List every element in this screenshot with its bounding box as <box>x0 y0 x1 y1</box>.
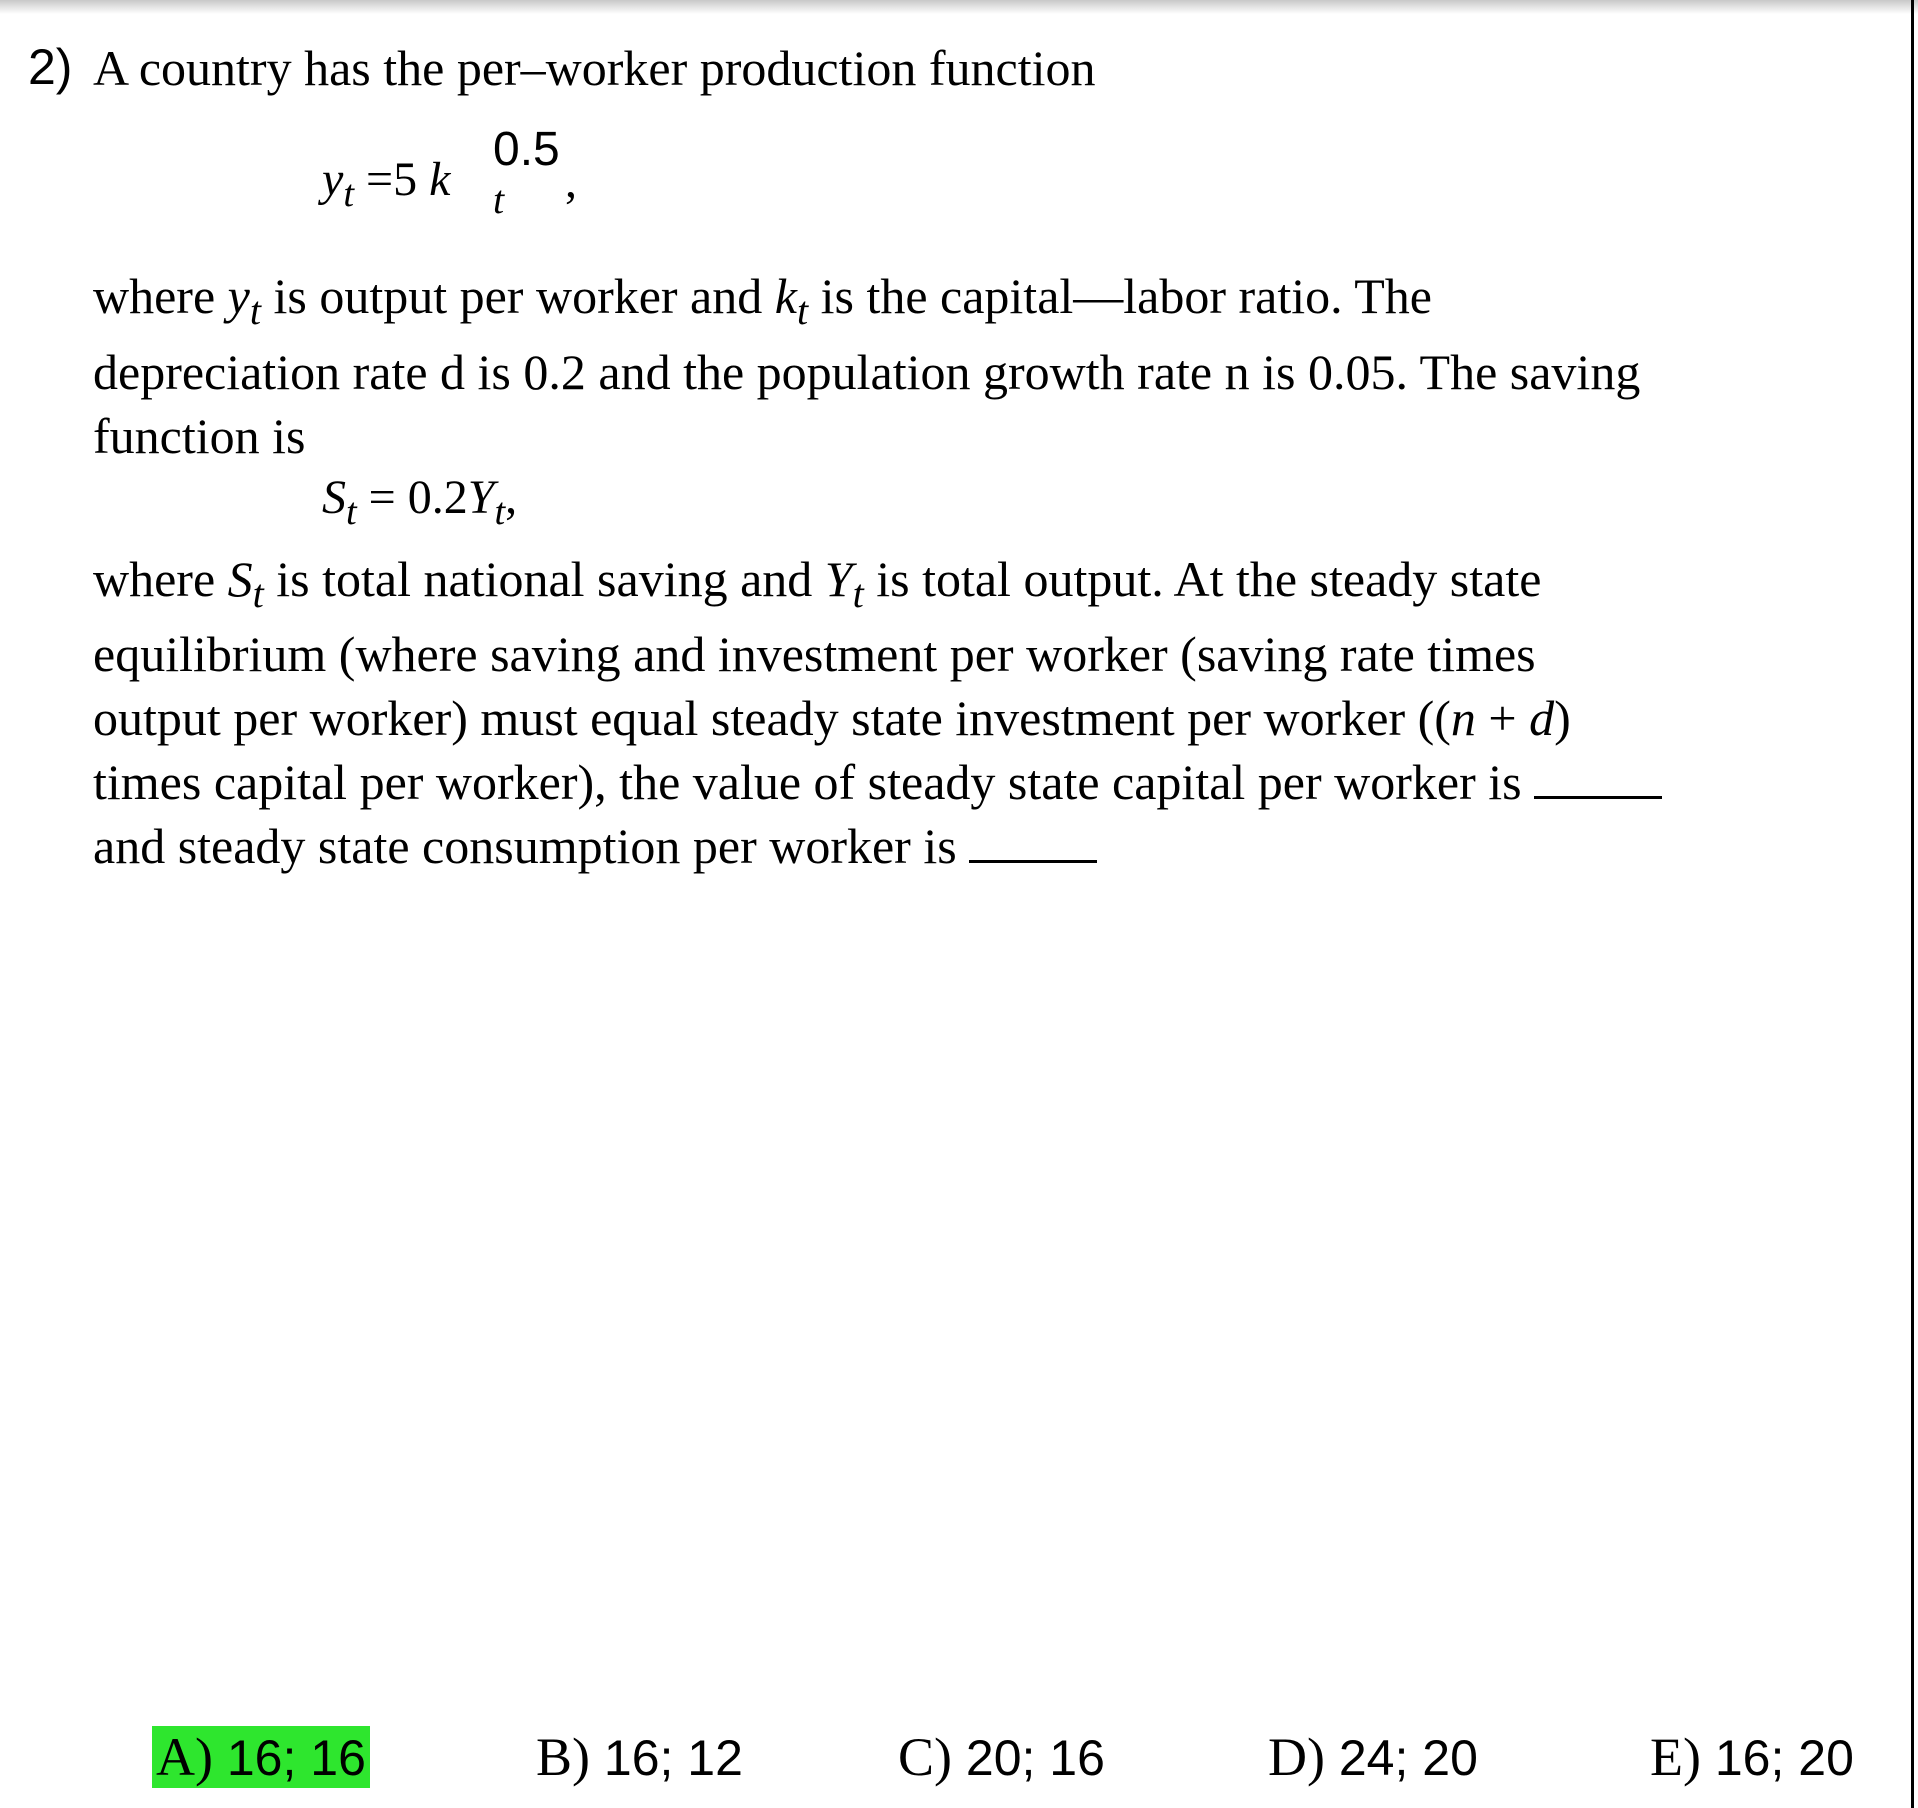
top-shadow <box>0 0 1918 14</box>
option-e[interactable] <box>1650 1726 1854 1788</box>
para2-line1 <box>93 547 1541 615</box>
para1-y-sub: t <box>249 288 261 334</box>
question-intro: A country has the per–worker production function <box>93 40 1096 96</box>
para1-line2: depreciation rate d is 0.2 and the population growth rate n is 0.05. The saving <box>93 344 1641 400</box>
eq1-y-sub: t <box>343 172 354 215</box>
para1-line1 <box>93 264 1432 332</box>
para2-Y-sub: t <box>852 571 864 617</box>
eq1-coef: 5 <box>393 153 418 206</box>
para2-line3-n: n <box>1450 690 1476 746</box>
para2-line4-text: times capital per worker), the value of steady state capital per worker is <box>93 754 1535 810</box>
option-d-label: D) <box>1268 1727 1325 1787</box>
option-b-label: B) <box>536 1727 590 1787</box>
saving-function-equation <box>322 470 518 533</box>
eq2-S: S <box>322 471 346 524</box>
right-border <box>1911 0 1914 1808</box>
eq1-comma: , <box>565 155 577 208</box>
para2-text-c: is total output. At the steady state <box>863 551 1542 607</box>
eq1-equals: = <box>365 153 394 206</box>
para1-text-c: is the capital—labor ratio. The <box>808 268 1432 324</box>
question-number: 2) <box>28 39 73 95</box>
para2-line3-text-b: ) <box>1554 690 1571 746</box>
para1-line3: function is <box>93 408 306 464</box>
para1-text-b: is output per worker and <box>260 268 775 324</box>
para2-line4 <box>93 750 1662 814</box>
production-function-equation <box>322 152 450 222</box>
option-e-label: E) <box>1650 1727 1701 1787</box>
option-d-text: 24; 20 <box>1324 1730 1478 1786</box>
eq2-Y: Y <box>467 471 495 524</box>
para1-y: y <box>227 268 250 324</box>
para2-line3-text-a: output per worker) must equal steady state investment per worker (( <box>93 690 1451 746</box>
para1-k-sub: t <box>796 288 809 334</box>
option-b[interactable] <box>536 1726 743 1788</box>
para2-line3-plus: + <box>1475 690 1530 746</box>
eq1-k-sub: t <box>493 177 505 222</box>
option-c-text: 20; 16 <box>952 1730 1105 1786</box>
para2-Y: Y <box>824 551 853 607</box>
para2-line2: equilibrium (where saving and investment per worker (saving rate times <box>93 626 1536 682</box>
eq1-k: k <box>429 153 451 206</box>
eq2-Y-sub: t <box>494 490 506 533</box>
option-b-text: 16; 12 <box>590 1730 743 1786</box>
para2-S-sub: t <box>252 571 264 617</box>
eq2-comma: , <box>505 471 518 524</box>
option-d[interactable] <box>1268 1726 1478 1788</box>
eq1-exponent: 0.5 <box>493 123 560 176</box>
para2-line5-text: and steady state consumption per worker is <box>93 818 970 874</box>
option-a-text: 16; 16 <box>212 1730 366 1786</box>
answer-blank-consumption <box>969 824 1097 863</box>
para1-text-a: where <box>93 268 228 324</box>
option-c[interactable] <box>898 1726 1105 1788</box>
para2-line3 <box>93 686 1571 750</box>
eq2-S-sub: t <box>346 490 357 533</box>
para2-text-a: where <box>93 551 228 607</box>
para2-line3-d: d <box>1529 690 1555 746</box>
para2-text-b: is total national saving and <box>263 551 825 607</box>
option-a[interactable] <box>152 1726 370 1788</box>
option-a-label: A) <box>156 1727 213 1787</box>
option-e-text: 16; 20 <box>1700 1730 1854 1786</box>
para1-k: k <box>774 268 797 324</box>
option-c-label: C) <box>898 1727 952 1787</box>
eq2-rhs: = 0.2 <box>368 471 468 524</box>
para2-S: S <box>227 551 253 607</box>
para2-line5 <box>93 814 1097 878</box>
eq1-y: y <box>322 153 344 206</box>
answer-blank-capital <box>1534 760 1662 799</box>
